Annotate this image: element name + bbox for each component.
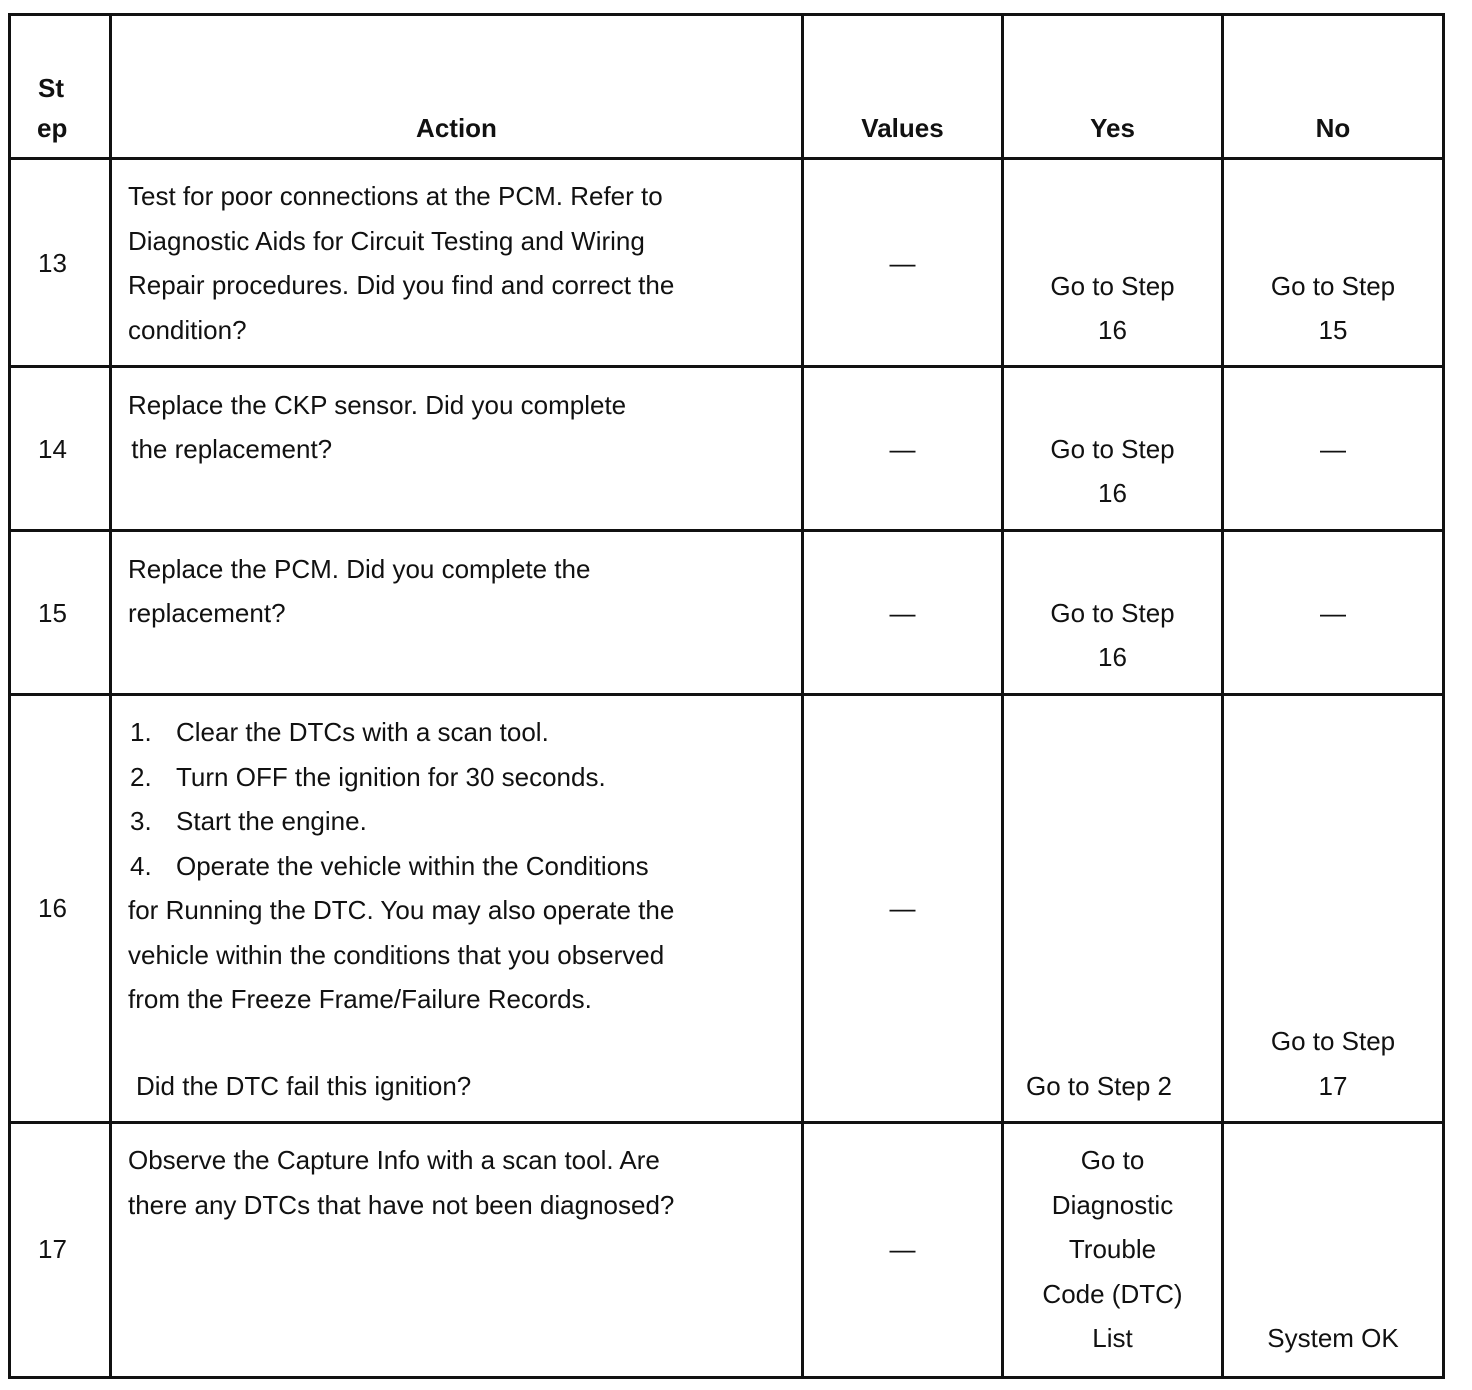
list-item-text: Clear the DTCs with a scan tool.: [176, 717, 549, 747]
action-text: for Running the DTC. You may also operate the: [128, 895, 675, 925]
step-number: 13: [38, 248, 67, 278]
row-divider: [8, 1121, 1445, 1124]
no-text: 17: [1318, 1071, 1348, 1101]
column-divider: [1221, 13, 1224, 1379]
header-action: Action: [416, 113, 497, 143]
values-dash: —: [889, 248, 916, 278]
table-border-right: [1442, 13, 1445, 1379]
yes-text: 16: [1098, 478, 1127, 508]
header-values: Values: [861, 113, 944, 143]
action-question: Did the DTC fail this ignition?: [136, 1071, 472, 1101]
action-text: there any DTCs that have not been diagnosed?: [128, 1190, 675, 1220]
action-text: Repair procedures. Did you find and correct the: [128, 270, 675, 300]
step-number: 14: [38, 434, 67, 464]
values-dash: —: [889, 893, 916, 923]
diagnostic-table: St ep Action Values Yes No 13 Test for poor connections at the PCM. Refer to Diagnostic Aids for Circuit Testing and Wiring Repair procedures. Did you find and correct the condition? — Go to Step 16 Go to Step 15 14 Replace the CKP sensor. Did you complete the replacement? — Go to Step 16 — 15 Replace the PCM. Did you complete the replacement? — Go to Step 16 — 16 1. Clear the DTCs with a scan tool. 2. Turn OFF the ignition for 30 seconds. 3. Start the engine. 4. Operate the vehicle within the Conditions for Running the DTC. You may also operate the vehicle within the conditions that you observed from the Freeze Frame/Failure Records. Did the DTC fail this ignition? — Go to Step 2 Go to Step 17 17 Observe the Capture Info with a scan tool. Are there any DTCs that have not been diagnosed? — Go to Diagnostic Trouble Code (DTC) List System OK: [8, 13, 1445, 1379]
list-item-text: Operate the vehicle within the Conditions: [176, 851, 649, 881]
table-border-top: [8, 13, 1445, 16]
column-divider: [801, 13, 804, 1379]
values-dash: —: [889, 434, 916, 464]
list-item-number: 2.: [130, 762, 152, 792]
no-text: Go to Step: [1270, 271, 1396, 301]
action-text: Observe the Capture Info with a scan tool. Are: [128, 1145, 660, 1175]
step-number: 16: [38, 893, 67, 923]
list-item-number: 1.: [130, 717, 152, 747]
no-text: 15: [1318, 315, 1348, 345]
action-text: Replace the PCM. Did you complete the: [128, 554, 591, 584]
yes-text: 16: [1098, 315, 1127, 345]
yes-text: Go to Step 2: [1026, 1071, 1172, 1101]
list-item-number: 3.: [130, 806, 152, 836]
header-no: No: [1315, 113, 1351, 143]
no-text: System OK: [1267, 1323, 1399, 1353]
list-item-text: Turn OFF the ignition for 30 seconds.: [176, 762, 606, 792]
list-item-number: 4.: [130, 851, 152, 881]
step-number: 17: [38, 1234, 67, 1264]
action-text: Test for poor connections at the PCM. Refer to: [128, 181, 663, 211]
step-number: 15: [38, 598, 67, 628]
action-text: Replace the CKP sensor. Did you complete: [128, 390, 627, 420]
action-text: the replacement?: [124, 434, 333, 464]
action-text: vehicle within the conditions that you observed: [128, 940, 665, 970]
column-divider: [109, 13, 112, 1379]
row-divider: [8, 365, 1445, 368]
yes-text: Trouble: [1068, 1234, 1157, 1264]
action-text: Diagnostic Aids for Circuit Testing and Wiring: [128, 226, 645, 256]
action-text: from the Freeze Frame/Failure Records.: [128, 984, 592, 1014]
header-yes: Yes: [1090, 113, 1135, 143]
yes-text: Diagnostic: [1051, 1190, 1174, 1220]
no-text: Go to Step: [1270, 1026, 1396, 1056]
values-dash: —: [889, 598, 916, 628]
row-divider: [8, 157, 1445, 160]
table-border-left: [8, 13, 11, 1379]
row-divider: [8, 693, 1445, 696]
list-item-text: Start the engine.: [176, 806, 367, 836]
no-dash: —: [1320, 598, 1346, 628]
table-border-bottom: [8, 1376, 1445, 1379]
yes-text: Code (DTC): [1042, 1279, 1183, 1309]
yes-text: 16: [1098, 642, 1127, 672]
action-text: replacement?: [128, 598, 286, 628]
yes-text: List: [1092, 1323, 1133, 1353]
yes-text: Go to: [1080, 1145, 1145, 1175]
action-text: condition?: [128, 315, 247, 345]
yes-text: Go to Step: [1050, 598, 1175, 628]
row-divider: [8, 529, 1445, 532]
values-dash: —: [889, 1234, 916, 1264]
no-dash: —: [1320, 434, 1346, 464]
yes-text: Go to Step: [1050, 271, 1175, 301]
yes-text: Go to Step: [1050, 434, 1175, 464]
